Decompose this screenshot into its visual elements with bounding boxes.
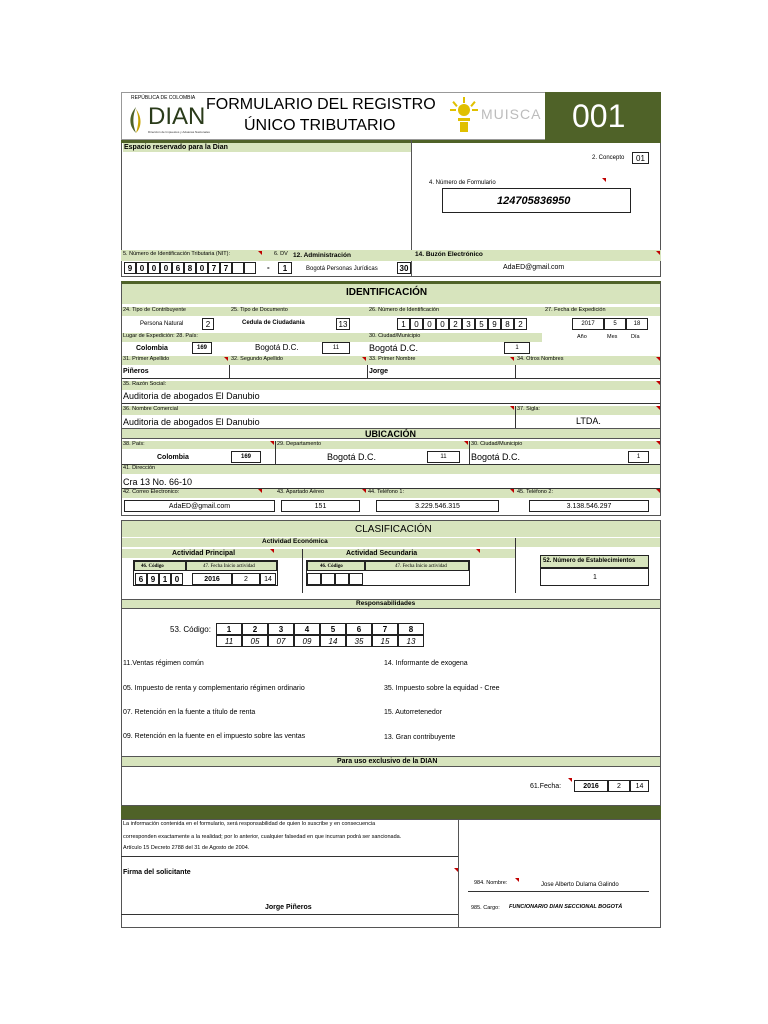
tel2-label: 45. Teléfono 2: (517, 489, 553, 495)
apartado-label: 43. Apartado Aéreo (277, 489, 325, 495)
resp-col-header: 6 (346, 623, 372, 635)
tel1-field[interactable]: 3.229.546.315 (376, 500, 499, 512)
nombre-value: Jose Alberto Dulama Galindo (541, 882, 619, 888)
contrib-value: Persona Natural (140, 321, 184, 327)
resp-col-header: 5 (320, 623, 346, 635)
marker-icon (568, 778, 572, 782)
marker-icon (258, 251, 262, 255)
doc-value: Cedula de Ciudadania (242, 320, 305, 326)
admin-label: 12. Administración (293, 252, 351, 259)
marker-icon (656, 381, 660, 385)
form-number-value: 124705836950 (497, 195, 571, 207)
nit-digit-cell[interactable]: 6 (172, 262, 184, 274)
marker-icon (515, 878, 519, 882)
cargo-value: FUNCIONARIO DIAN SECCIONAL BOGOTÁ (509, 904, 623, 910)
contrib-label: 24. Tipo de Contribuyente (123, 307, 186, 313)
email-label: 14. Buzón Electrónico (415, 251, 483, 258)
nom1-value: Jorge (369, 368, 389, 375)
idnum-digit-cell[interactable]: 0 (423, 318, 436, 330)
apartado-field[interactable]: 151 (281, 500, 360, 512)
nit-digit-cell[interactable] (232, 262, 244, 274)
nom1-label: 33. Primer Nombre (369, 356, 416, 362)
resp-05: 05. Impuesto de renta y complementario régimen ordinario (123, 685, 305, 692)
secundaria-code-cell[interactable] (335, 573, 349, 585)
dian-logo: DIAN (148, 103, 206, 130)
est-value: 1 (593, 574, 597, 581)
nombre-label: 984. Nombre: (474, 880, 508, 886)
correo-label: 42. Correo Electronico: (123, 489, 180, 495)
day-label: Día (631, 334, 640, 340)
firma-label: Firma del solicitante (123, 869, 191, 876)
resp-title: Responsabilidades (356, 600, 416, 607)
idnum-digit-cell[interactable]: 0 (436, 318, 449, 330)
p-day[interactable]: 14 (260, 573, 276, 585)
ciudad-value: Bogotá D.C. (471, 452, 521, 462)
nit-digit-cell[interactable]: 8 (184, 262, 196, 274)
marker-icon (656, 357, 660, 361)
divider (122, 403, 660, 404)
razon-label: 35. Razón Social: (123, 381, 167, 387)
secundaria-label: Actividad Secundaria (346, 550, 418, 557)
dian-logo-icon (124, 105, 148, 135)
place-country-code[interactable]: 169 (192, 342, 212, 354)
secundaria-code-cell[interactable] (321, 573, 335, 585)
email-value: AdaED@gmail.com (503, 264, 565, 271)
est-label: 52. Número de Establecimientos (543, 558, 636, 564)
nit-digit-cell[interactable]: 7 (220, 262, 232, 274)
secundaria-code-cell[interactable] (349, 573, 363, 585)
divider (121, 856, 458, 857)
dir-label: 41. Dirección (123, 465, 156, 471)
form-number: 001 (572, 98, 626, 134)
resp-11: 11.Ventas régimen común (123, 660, 204, 667)
idnum-label: 26. Número de Identificación (369, 307, 440, 313)
row-band (122, 441, 660, 449)
divider (468, 891, 649, 892)
marker-icon (656, 251, 660, 255)
nit-digit-cell[interactable]: 0 (148, 262, 160, 274)
nit-digit-cell[interactable]: 0 (136, 262, 148, 274)
resp-col-header: 7 (372, 623, 398, 635)
resp-code-cell[interactable]: 35 (346, 635, 372, 647)
row-band (122, 465, 660, 474)
marker-icon (510, 357, 514, 361)
admin-value: Bogotá Personas Jurídicas (306, 266, 378, 272)
row-band (122, 381, 660, 390)
idnum-digit-cell[interactable]: 5 (475, 318, 488, 330)
marker-icon (476, 549, 480, 553)
place-city: Bogotá D.C. (255, 343, 299, 352)
resp-07: 07. Retención en la fuente a título de renta (123, 709, 256, 716)
resp-14: 14. Informante de exogena (384, 660, 468, 667)
idnum-digit-cell[interactable]: 9 (488, 318, 501, 330)
divider (121, 914, 458, 915)
principal-label: Actividad Principal (172, 550, 236, 557)
place-label: Lugar de Expedición: 28. País: (123, 333, 198, 339)
nit-dash: - (267, 263, 270, 272)
resp-code-cell[interactable]: 07 (268, 635, 294, 647)
idnum-digit-cell[interactable]: 1 (397, 318, 410, 330)
codigo46-label: 46. Código (141, 564, 164, 569)
doc-label: 25. Tipo de Documento (231, 307, 288, 313)
reserved-label: Espacio reservado para la Dian (123, 143, 411, 152)
uso-label: Para uso exclusivo de la DIAN (337, 758, 438, 765)
city-label: 30. Ciudad/Municipio (369, 333, 421, 339)
row-band (122, 538, 660, 547)
marker-icon (656, 441, 660, 445)
exp-label: 27. Fecha de Expedición (545, 307, 606, 313)
principal-code-cell[interactable]: 1 (159, 573, 171, 585)
marker-icon (362, 357, 366, 361)
ape2-label: 32. Segundo Apellido (231, 356, 283, 362)
principal-code-cell[interactable]: 6 (135, 573, 147, 585)
f-month[interactable]: 2 (608, 780, 630, 792)
depto-value: Bogotá D.C. (327, 452, 377, 462)
legal-line3: Artículo 15 Decreto 2788 del 31 de Agosto de 2004. (123, 845, 250, 851)
f-day[interactable]: 14 (630, 780, 649, 792)
resp-code-cell[interactable]: 15 (372, 635, 398, 647)
admin-code[interactable]: 30 (397, 262, 411, 274)
country-label: REPÚBLICA DE COLOMBIA (131, 95, 196, 101)
marker-icon (258, 489, 262, 493)
ciudad-code[interactable]: 1 (628, 451, 649, 463)
sigla-label: 37. Sigla: (517, 406, 540, 412)
form-number-label: 4. Número de Formulario (429, 180, 496, 186)
idnum-digit-cell[interactable]: 0 (410, 318, 423, 330)
identificacion-title: IDENTIFICACIÓN (346, 287, 428, 298)
actividad-label: Actividad Económica (262, 538, 328, 545)
principal-code-cell[interactable]: 0 (171, 573, 183, 585)
cargo-label: 985. Cargo: (471, 905, 500, 911)
month-label: Mes (607, 334, 618, 340)
resp-col-header: 3 (268, 623, 294, 635)
ape1-value: Piñeros (123, 368, 149, 375)
secundaria-code-cell[interactable] (307, 573, 321, 585)
resp-code-cell[interactable]: 11 (216, 635, 242, 647)
dv-field[interactable]: 1 (278, 262, 292, 274)
codigo53-label: 53. Código: (170, 625, 211, 634)
idnum-digit-cell[interactable]: 2 (449, 318, 462, 330)
fecha47-sec-label: 47. Fecha Inicio actividad (395, 564, 447, 569)
marker-icon (602, 178, 606, 182)
fecha47-label: 47. Fecha Inicio actividad (203, 564, 255, 569)
comercial-label: 36. Nombre Comercial (123, 406, 179, 412)
nom2-label: 34. Otros Nombres (517, 356, 564, 362)
footer-band (121, 806, 661, 819)
resp-code-cell[interactable]: 13 (398, 635, 424, 647)
nit-digit-cell[interactable]: 0 (160, 262, 172, 274)
nit-digit-cell[interactable]: 9 (124, 262, 136, 274)
exp-month[interactable]: 5 (604, 318, 626, 330)
marker-icon (270, 549, 274, 553)
principal-code-cell[interactable]: 9 (147, 573, 159, 585)
f-year[interactable]: 2016 (574, 780, 608, 792)
depto-code[interactable]: 11 (427, 451, 460, 463)
pais-value: Colombia (157, 454, 189, 461)
concept-label: 2. Concepto (592, 155, 625, 161)
resp-35: 35. Impuesto sobre la equidad - Cree (384, 685, 500, 692)
idnum-digit-cell[interactable]: 8 (501, 318, 514, 330)
depto-label: 29. Departamento (277, 441, 322, 447)
form-title-line2: ÚNICO TRIBUTARIO (244, 117, 396, 134)
tel2-field[interactable]: 3.138.546.297 (529, 500, 649, 512)
resp-col-header: 4 (294, 623, 320, 635)
razon-value: Auditoria de abogados El Danubio (123, 391, 260, 401)
resp-col-header: 2 (242, 623, 268, 635)
nit-digit-cell[interactable]: 7 (208, 262, 220, 274)
place-city-code[interactable]: 11 (322, 342, 350, 354)
marker-icon (656, 489, 660, 493)
year-label: Año (577, 334, 587, 340)
comercial-value: Auditoria de abogados El Danubio (123, 417, 260, 427)
dir-value: Cra 13 No. 66-10 (123, 477, 193, 487)
marker-icon (656, 406, 660, 410)
pais-label: 38. País: (123, 441, 145, 447)
resp-09: 09. Retención en la fuente en el impuesto sobre las ventas (123, 733, 306, 740)
ubicacion-title: UBICACIÓN (365, 429, 416, 439)
form-title-line1: FORMULARIO DEL REGISTRO (206, 96, 436, 113)
ciudad-label: 30. Ciudad/Municipio (471, 441, 523, 447)
city-value: Bogotá D.C. (369, 343, 419, 353)
marker-icon (454, 868, 458, 872)
legal-line2: corresponden exactamente a la realidad; por lo anterior, cualquier falsedad en que incurran podrá ser sancionada. (123, 834, 402, 840)
dian-subtitle: Dirección de Impuestos y Aduanas Nacionales (148, 130, 210, 134)
tel1-label: 44. Teléfono 1: (368, 489, 404, 495)
marker-icon (224, 357, 228, 361)
sigla-value: LTDA. (576, 416, 601, 426)
firma-name: Jorge Piñeros (265, 904, 312, 911)
resp-code-cell[interactable]: 09 (294, 635, 320, 647)
marker-icon (510, 489, 514, 493)
idnum-digit-cell[interactable]: 3 (462, 318, 475, 330)
resp-13: 13. Gran contribuyente (384, 734, 456, 741)
legal-line1: La información contenida en el formulario, será responsabilidad de quien lo suscribe y en consecuencia (123, 821, 376, 827)
dv-label: 6. DV (274, 251, 288, 257)
contrib-code[interactable]: 2 (202, 318, 214, 330)
nit-label: 5. Número de Identificación Tributaria (NIT): (123, 251, 230, 257)
row-band (122, 406, 660, 415)
city-code[interactable]: 1 (504, 342, 530, 354)
fecha61-label: 61.Fecha: (530, 783, 562, 790)
marker-icon (362, 489, 366, 493)
marker-icon (510, 406, 514, 410)
resp-15: 15. Autorretenedor (384, 709, 442, 716)
divider (122, 378, 660, 379)
muisca-logo: MUISCA (481, 106, 542, 122)
idnum-digit-cell[interactable]: 2 (514, 318, 527, 330)
codigo46-sec-label: 46. Código (320, 564, 343, 569)
doc-code[interactable]: 13 (336, 318, 350, 330)
nit-digit-cell[interactable]: 0 (196, 262, 208, 274)
exp-day[interactable]: 18 (626, 318, 648, 330)
clasificacion-title: CLASIFICACIÓN (355, 524, 432, 535)
nit-digit-cell[interactable] (244, 262, 256, 274)
resp-col-header: 8 (398, 623, 424, 635)
pais-code[interactable]: 169 (231, 451, 261, 463)
resp-code-cell[interactable]: 14 (320, 635, 346, 647)
exp-year[interactable]: 2017 (572, 318, 604, 330)
ape1-label: 31. Primer Apellido (123, 356, 170, 362)
resp-col-header: 1 (216, 623, 242, 635)
p-year[interactable]: 2016 (192, 573, 232, 585)
place-country: Colombia (136, 345, 168, 352)
resp-code-cell[interactable]: 05 (242, 635, 268, 647)
concept-field[interactable]: 01 (632, 152, 649, 164)
muisca-sun-icon (448, 96, 480, 136)
correo-field[interactable]: AdaED@gmail.com (124, 500, 275, 512)
marker-icon (270, 441, 274, 445)
p-month[interactable]: 2 (232, 573, 260, 585)
marker-icon (464, 441, 468, 445)
